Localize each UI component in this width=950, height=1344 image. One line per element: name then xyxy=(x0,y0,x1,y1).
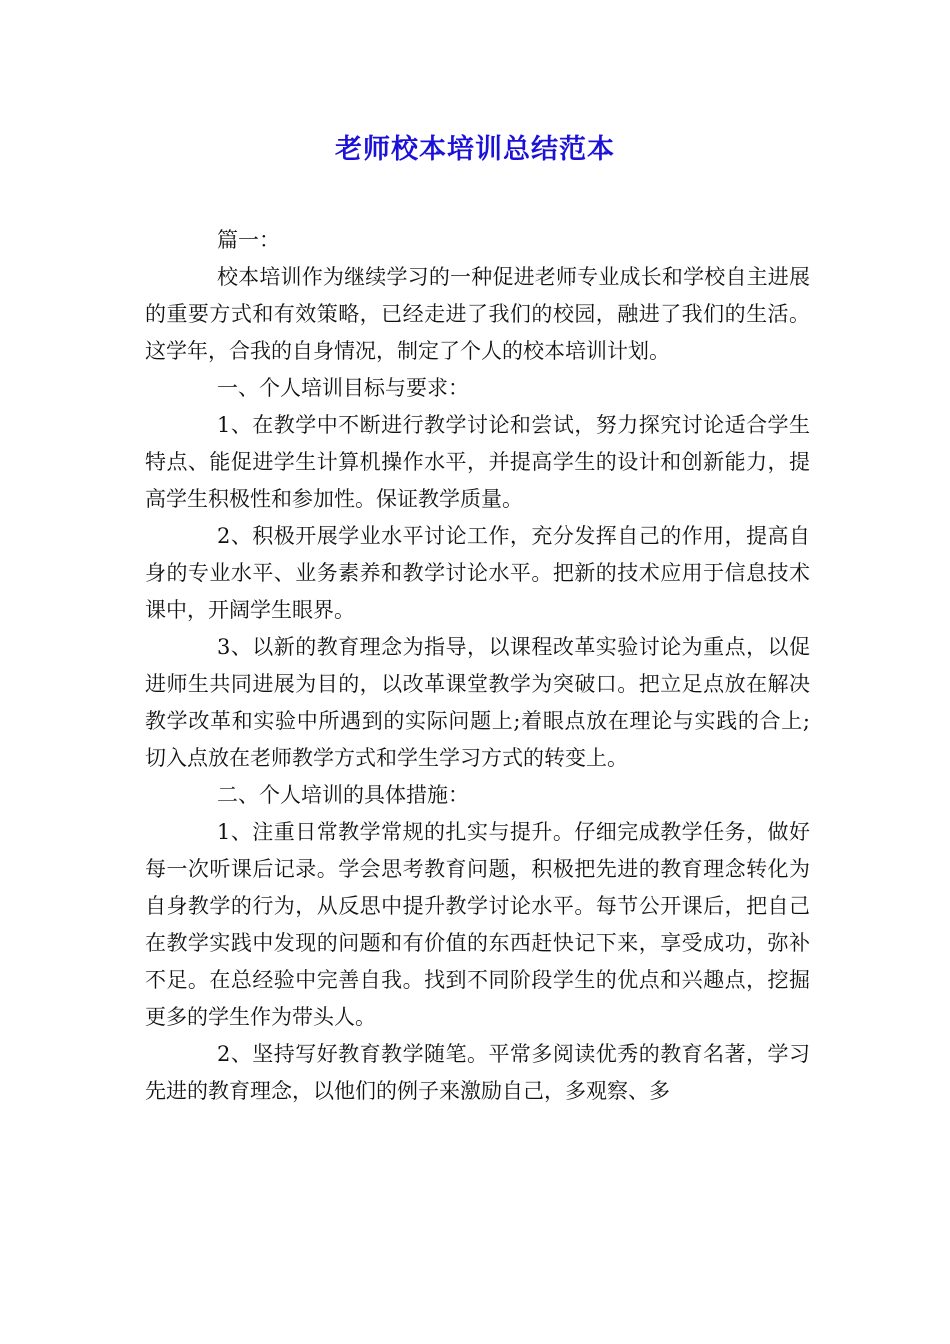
paragraph-goal-2: 2、积极开展学业水平讨论工作，充分发挥自己的作用，提高自身的专业水平、业务素养和教学讨论水平。把新的技术应用于信息技术课中，开阔学生眼界。 xyxy=(145,524,810,622)
document-title: 老师校本培训总结范本 xyxy=(335,134,615,165)
heading-measures: 二、个人培训的具体措施： xyxy=(217,783,469,807)
paragraph-intro: 校本培训作为继续学习的一种促进老师专业成长和学校自主进展的重要方式和有效策略，已经走进了我们的校园，融进了我们的生活。这学年，合我的自身情况，制定了个人的校本培训计划。 xyxy=(145,265,810,363)
paragraph-measure-2: 2、坚持写好教育教学随笔。平常多阅读优秀的教育名著，学习先进的教育理念，以他们的例子来激励自己，多观察、多 xyxy=(145,1042,810,1103)
document-body xyxy=(145,222,810,1110)
heading-goals: 一、个人培训目标与要求： xyxy=(217,376,469,400)
paragraph-goal-3: 3、以新的教育理念为指导，以课程改革实验讨论为重点，以促进师生共同进展为目的，以改革课堂教学为突破口。把立足点放在解决教学改革和实验中所遇到的实际问题上;着眼点放在理论与实践的合上;切入点放在老师教学方式和学生学习方式的转变上。 xyxy=(145,635,810,770)
paragraph-measure-1: 1、注重日常教学常规的扎实与提升。仔细完成教学任务，做好每一次听课后记录。学会思考教育问题，积极把先进的教育理念转化为自身教学的行为，从反思中提升教学讨论水平。每节公开课后，把自己在教学实践中发现的问题和有价值的东西赶快记下来，享受成功，弥补不足。在总经验中完善自我。找到不同阶段学生的优点和兴趣点，挖掘更多的学生作为带头人。 xyxy=(145,820,810,1029)
paragraph-section-label: 篇一： xyxy=(217,228,280,252)
paragraph-goal-1: 1、在教学中不断进行教学讨论和尝试，努力探究讨论适合学生特点、能促进学生计算机操作水平，并提高学生的设计和创新能力，提高学生积极性和参加性。保证教学质量。 xyxy=(145,413,810,511)
